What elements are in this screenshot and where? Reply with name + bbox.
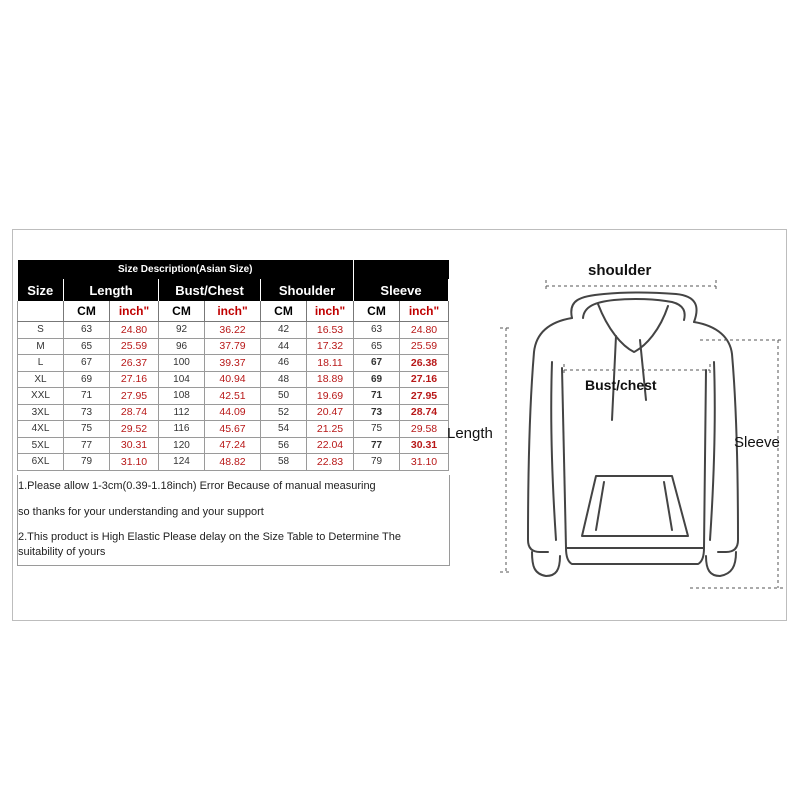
length-label: Length — [447, 425, 493, 442]
cell-len-in: 28.74 — [110, 404, 159, 421]
cell-bust-in: 45.67 — [205, 421, 261, 438]
header-shoulder: Shoulder — [261, 279, 354, 301]
cell-sl-in: 27.16 — [400, 371, 449, 388]
cell-len-in: 24.80 — [110, 322, 159, 339]
cell-size: S — [18, 322, 64, 339]
cell-sl-cm: 73 — [354, 404, 400, 421]
cell-len-in: 27.16 — [110, 371, 159, 388]
unit-cm: CM — [261, 301, 307, 322]
cell-bust-cm: 112 — [159, 404, 205, 421]
cell-len-cm: 73 — [64, 404, 110, 421]
hoodie-outline-icon — [528, 293, 738, 577]
unit-cm: CM — [159, 301, 205, 322]
cell-sh-in: 18.89 — [307, 371, 354, 388]
cell-bust-in: 40.94 — [205, 371, 261, 388]
cell-sl-cm: 63 — [354, 322, 400, 339]
cell-sh-cm: 46 — [261, 355, 307, 372]
cell-len-in: 30.31 — [110, 437, 159, 454]
shoulder-label: shoulder — [588, 262, 652, 279]
cell-len-cm: 63 — [64, 322, 110, 339]
unit-inch: inch" — [307, 301, 354, 322]
cell-bust-cm: 96 — [159, 338, 205, 355]
cell-bust-cm: 124 — [159, 454, 205, 471]
cell-bust-cm: 104 — [159, 371, 205, 388]
note-line-4: suitability of yours — [18, 546, 106, 558]
cell-sl-cm: 75 — [354, 421, 400, 438]
cell-size: 6XL — [18, 454, 64, 471]
header-bust: Bust/Chest — [159, 279, 261, 301]
cell-len-cm: 79 — [64, 454, 110, 471]
cell-bust-in: 37.79 — [205, 338, 261, 355]
cell-bust-cm: 116 — [159, 421, 205, 438]
cell-sl-in: 26.38 — [400, 355, 449, 372]
header-sleeve: Sleeve — [354, 279, 449, 301]
unit-cm: CM — [64, 301, 110, 322]
cell-sl-cm: 65 — [354, 338, 400, 355]
cell-len-cm: 69 — [64, 371, 110, 388]
cell-sh-cm: 52 — [261, 404, 307, 421]
cell-sh-in: 18.11 — [307, 355, 354, 372]
cell-len-cm: 71 — [64, 388, 110, 405]
cell-bust-cm: 100 — [159, 355, 205, 372]
cell-sl-cm: 69 — [354, 371, 400, 388]
cell-sh-in: 16.53 — [307, 322, 354, 339]
cell-sh-in: 19.69 — [307, 388, 354, 405]
cell-sh-cm: 48 — [261, 371, 307, 388]
cell-sl-cm: 71 — [354, 388, 400, 405]
note-line-2: so thanks for your understanding and your support — [18, 506, 264, 518]
cell-bust-in: 42.51 — [205, 388, 261, 405]
cell-bust-in: 39.37 — [205, 355, 261, 372]
cell-size: XL — [18, 371, 64, 388]
cell-sl-in: 29.58 — [400, 421, 449, 438]
cell-bust-in: 36.22 — [205, 322, 261, 339]
note-line-3: 2.This product is High Elastic Please delay on the Size Table to Determine The — [18, 531, 401, 543]
cell-len-in: 27.95 — [110, 388, 159, 405]
cell-len-cm: 65 — [64, 338, 110, 355]
cell-len-cm: 67 — [64, 355, 110, 372]
cell-size: 4XL — [18, 421, 64, 438]
cell-sh-cm: 42 — [261, 322, 307, 339]
cell-size: XXL — [18, 388, 64, 405]
cell-sl-cm: 79 — [354, 454, 400, 471]
cell-sl-in: 31.10 — [400, 454, 449, 471]
header-size: Size — [18, 279, 64, 301]
header-length: Length — [64, 279, 159, 301]
cell-sh-cm: 58 — [261, 454, 307, 471]
cell-size: 3XL — [18, 404, 64, 421]
cell-bust-cm: 92 — [159, 322, 205, 339]
cell-size: 5XL — [18, 437, 64, 454]
cell-sl-in: 27.95 — [400, 388, 449, 405]
cell-sh-cm: 56 — [261, 437, 307, 454]
unit-inch: inch" — [400, 301, 449, 322]
cell-sh-in: 17.32 — [307, 338, 354, 355]
cell-sh-in: 21.25 — [307, 421, 354, 438]
cell-bust-in: 48.82 — [205, 454, 261, 471]
sleeve-label: Sleeve — [734, 434, 780, 451]
cell-sh-in: 20.47 — [307, 404, 354, 421]
cell-len-cm: 75 — [64, 421, 110, 438]
cell-len-in: 25.59 — [110, 338, 159, 355]
cell-sh-cm: 54 — [261, 421, 307, 438]
cell-bust-in: 44.09 — [205, 404, 261, 421]
bust-label: Bust/chest — [585, 377, 657, 393]
cell-len-in: 26.37 — [110, 355, 159, 372]
cell-sl-cm: 77 — [354, 437, 400, 454]
cell-sh-in: 22.83 — [307, 454, 354, 471]
cell-sh-cm: 44 — [261, 338, 307, 355]
cell-sh-cm: 50 — [261, 388, 307, 405]
cell-sl-in: 30.31 — [400, 437, 449, 454]
cell-sl-in: 25.59 — [400, 338, 449, 355]
unit-cm: CM — [354, 301, 400, 322]
cell-sl-in: 28.74 — [400, 404, 449, 421]
cell-sl-in: 24.80 — [400, 322, 449, 339]
cell-sh-in: 22.04 — [307, 437, 354, 454]
table-title: Size Description(Asian Size) — [18, 260, 354, 279]
cell-bust-cm: 120 — [159, 437, 205, 454]
note-line-1: 1.Please allow 1-3cm(0.39-1.18inch) Error Because of manual measuring — [18, 480, 376, 492]
cell-size: M — [18, 338, 64, 355]
cell-len-in: 31.10 — [110, 454, 159, 471]
cell-bust-in: 47.24 — [205, 437, 261, 454]
cell-bust-cm: 108 — [159, 388, 205, 405]
cell-len-cm: 77 — [64, 437, 110, 454]
unit-inch: inch" — [110, 301, 159, 322]
cell-size: L — [18, 355, 64, 372]
cell-len-in: 29.52 — [110, 421, 159, 438]
cell-sl-cm: 67 — [354, 355, 400, 372]
unit-inch: inch" — [205, 301, 261, 322]
